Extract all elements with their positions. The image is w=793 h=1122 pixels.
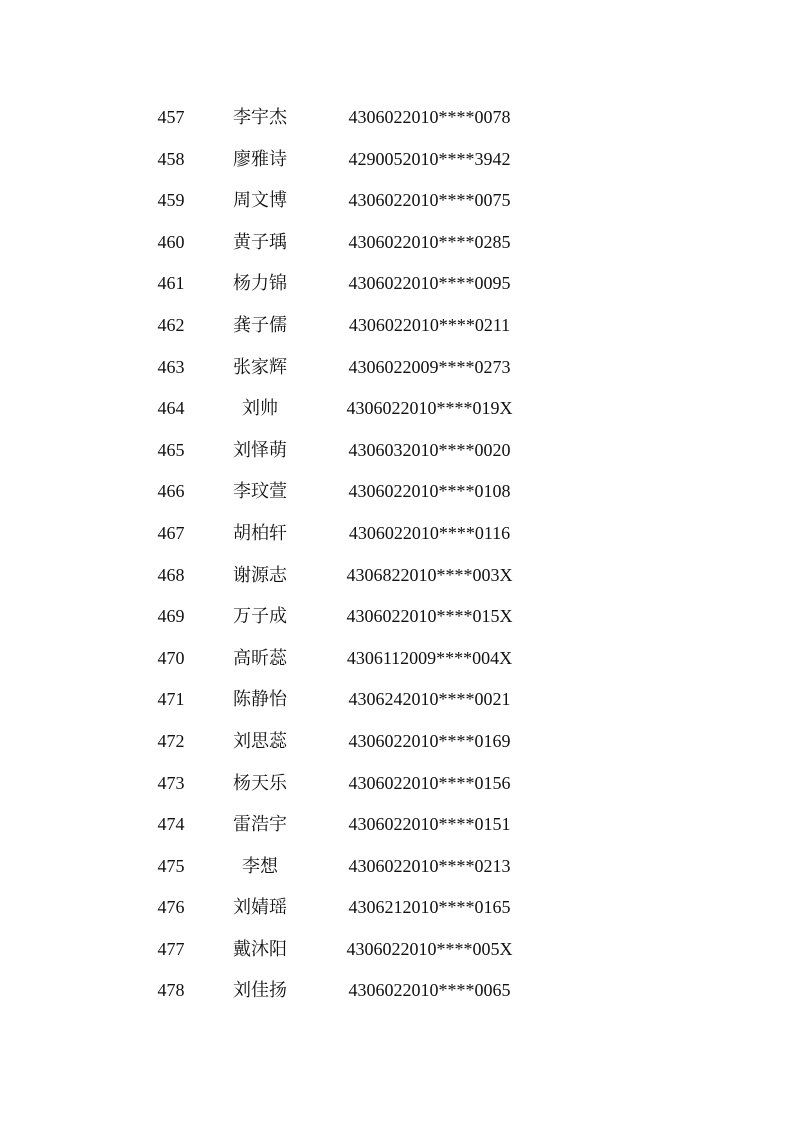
table-row: [140, 846, 540, 888]
row-number: 461: [157, 273, 185, 294]
id-number: 4306022010****0075: [348, 190, 511, 211]
id-number: 4306022010****0285: [348, 231, 511, 252]
student-name: 李宇杰: [233, 107, 287, 128]
table-row: [140, 763, 540, 805]
id-number: 4306022010****015X: [346, 606, 513, 627]
row-number: 468: [157, 564, 185, 585]
id-number: 4306022010****0065: [348, 980, 511, 1001]
table-row: [140, 929, 540, 971]
table-row: [140, 347, 540, 389]
student-name: 李想: [242, 855, 278, 877]
id-number: 4306022010****0213: [348, 855, 511, 876]
row-number: 477: [157, 938, 185, 959]
student-name: 万子成: [233, 606, 287, 628]
id-number: 4306022010****0116: [348, 522, 511, 543]
student-name: 谢源志: [233, 564, 287, 586]
row-number: 469: [157, 606, 185, 627]
student-name: 高昕蕊: [233, 647, 287, 669]
student-name: 戴沐阳: [233, 938, 287, 960]
table-row: [140, 638, 540, 680]
row-number: 460: [157, 231, 185, 252]
table-row: [140, 513, 540, 555]
student-name: 刘怿萌: [233, 439, 287, 461]
student-name: 杨力锦: [233, 273, 287, 295]
row-number: 464: [157, 398, 185, 419]
id-number: 4306022010****0108: [348, 481, 511, 502]
row-number: 466: [157, 481, 185, 502]
student-name: 雷浩宇: [233, 814, 287, 836]
id-number: 4290052010****3942: [348, 148, 511, 169]
student-name: 刘帅: [242, 398, 278, 420]
student-list-table: [140, 97, 540, 1012]
table-row: [140, 263, 540, 305]
row-number: 465: [157, 439, 185, 460]
student-name: 龚子儒: [233, 314, 287, 336]
student-name: 刘思蕊: [233, 730, 287, 752]
row-number: 457: [157, 107, 185, 127]
table-row: [140, 721, 540, 763]
id-number: 4306822010****003X: [346, 564, 513, 585]
id-number: 4306022010****005X: [346, 938, 513, 959]
student-name: 胡柏轩: [233, 522, 287, 544]
id-number: 4306212010****0165: [348, 897, 511, 918]
row-number: 474: [157, 814, 185, 835]
id-number: 4306022009****0273: [348, 356, 511, 377]
id-number: 4306022010****0095: [348, 273, 511, 294]
table-row: [140, 97, 540, 139]
row-number: 467: [157, 522, 185, 543]
student-name: 张家辉: [233, 356, 287, 378]
table-row: [140, 804, 540, 846]
row-number: 458: [157, 148, 185, 169]
row-number: 470: [157, 647, 185, 668]
table-row: [140, 180, 540, 222]
student-name: 李玟萱: [233, 481, 287, 503]
table-row: [140, 430, 540, 472]
table-row: [140, 471, 540, 513]
id-number: 4306022010****0151: [348, 814, 511, 835]
id-number: 4306022010****0156: [348, 772, 511, 793]
student-name: 刘佳扬: [233, 980, 287, 1002]
table-row: [140, 222, 540, 264]
id-number: 4306022010****0169: [348, 730, 511, 751]
student-name: 杨天乐: [233, 772, 287, 794]
student-name: 黄子瑀: [233, 231, 287, 253]
row-number: 473: [157, 772, 185, 793]
row-number: 476: [157, 897, 185, 918]
student-name: 廖雅诗: [233, 148, 287, 170]
table-row: [140, 679, 540, 721]
table-row: [140, 139, 540, 181]
student-name: 刘婧瑶: [233, 897, 287, 919]
student-name: 陈静怡: [233, 689, 287, 711]
row-number: 478: [157, 980, 185, 1001]
row-number: 471: [157, 689, 185, 710]
id-number: 4306022010****0078: [348, 107, 511, 127]
table-row: [140, 596, 540, 638]
row-number: 459: [157, 190, 185, 211]
id-number: 4306022010****019X: [346, 398, 513, 419]
id-number: 4306242010****0021: [348, 689, 511, 710]
table-row: [140, 887, 540, 929]
id-number: 4306032010****0020: [348, 439, 511, 460]
row-number: 463: [157, 356, 185, 377]
table-row: [140, 970, 540, 1012]
row-number: 475: [157, 855, 185, 876]
id-number: 4306022010****0211: [348, 314, 511, 335]
table-row: [140, 305, 540, 347]
table-row: [140, 388, 540, 430]
id-number: 4306112009****004X: [346, 647, 513, 668]
student-name: 周文博: [233, 190, 287, 212]
table-row: [140, 555, 540, 597]
row-number: 462: [157, 314, 185, 335]
row-number: 472: [157, 730, 185, 751]
